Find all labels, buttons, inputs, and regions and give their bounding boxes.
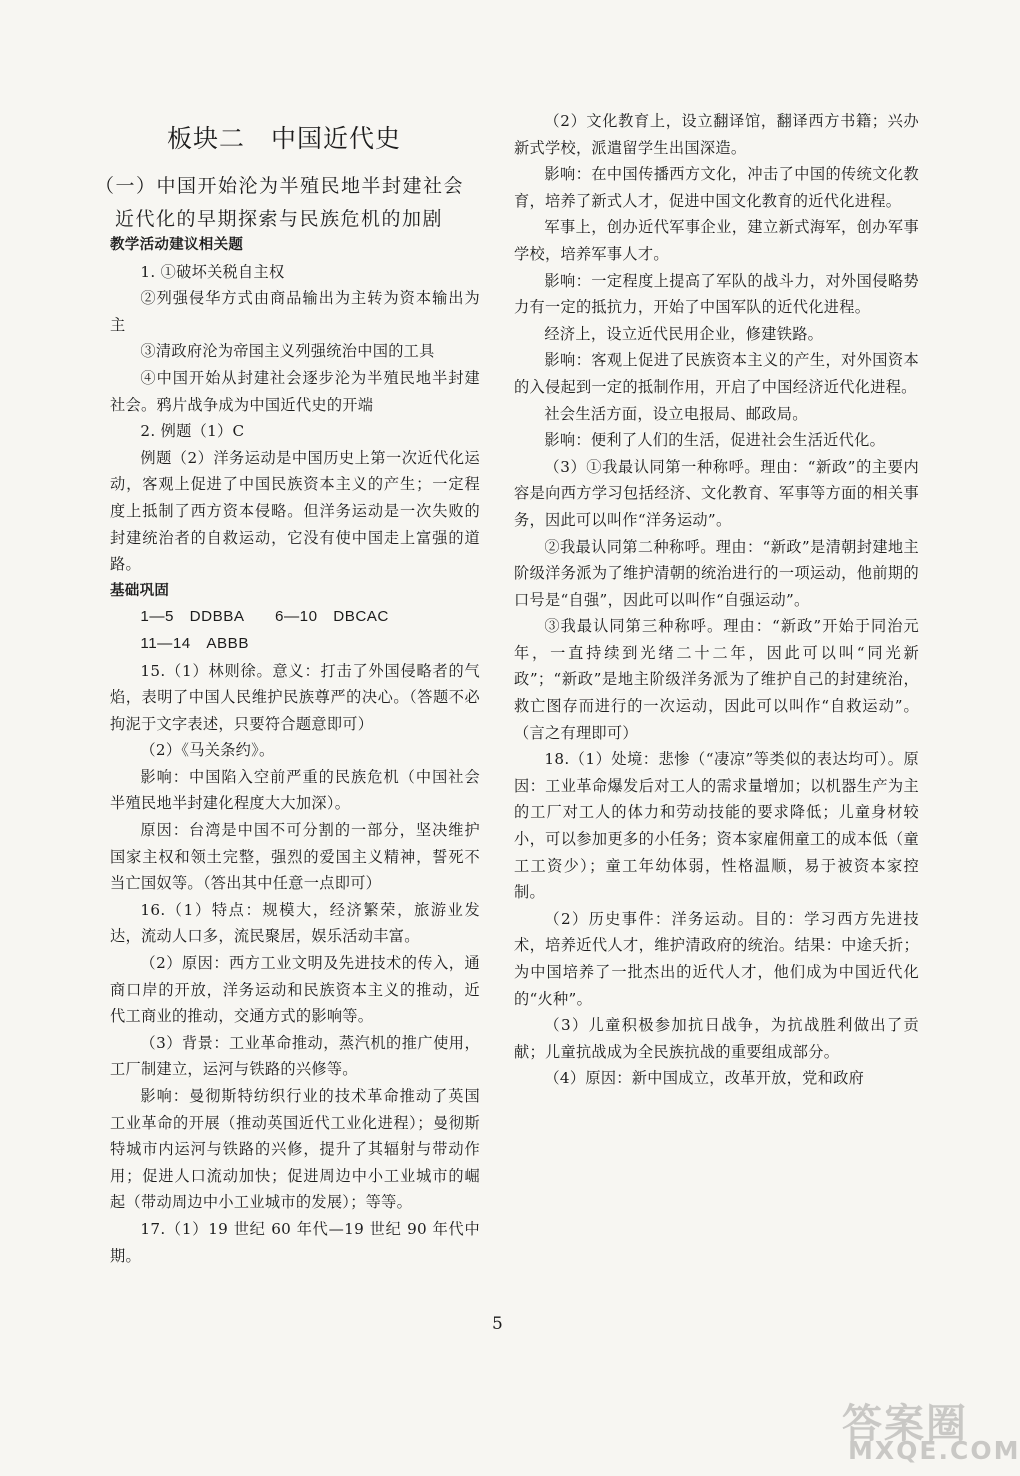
left-column <box>110 232 480 1269</box>
paragraph: 原因：台湾是中国不可分割的一部分，坚决维护国家主权和领土完整，强烈的爱国主义精神，誓死不当亡国奴等。（答出其中任意一点即可） <box>110 821 480 893</box>
paragraph: 影响：中国陷入空前严重的民族危机（中国社会半殖民地半封建化程度大大加深）。 <box>110 767 480 813</box>
paragraph: ③我最认同第三种称呼。理由：“新政”开始于同治元年，一直持续到光绪二十二年，因此可以叫“同光新政”；“新政”是地主阶级洋务派为了维护自己的封建统治，救亡图存而进行的一次运动，因此可以叫作“自救运动”。（言之有理即可） <box>514 617 919 742</box>
subheading-teaching: 教学活动建议相关题 <box>110 237 244 253</box>
section-heading-line2: 近代化的早期探索与民族危机的加剧 <box>115 208 444 230</box>
right-column <box>514 108 919 1092</box>
paragraph: （2）历史事件：洋务运动。目的：学习西方先进技术，培养近代人才，维护清政府的统治。结果：中途夭折；为中国培养了一批杰出的近代人才，他们成为中国近代化的“火种”。 <box>514 909 919 1008</box>
watermark-url: MXQE.COM <box>848 1436 1020 1465</box>
paragraph: 17.（1）19 世纪 60 年代—19 世纪 90 年代中期。 <box>110 1219 480 1265</box>
page-title: 板块二 中国近代史 <box>167 124 402 153</box>
answer-line: 1—5 DDBBA 6—10 DBCAC <box>140 608 389 626</box>
paragraph: 18.（1）处境：悲惨（“凄凉”等类似的表达均可）。原因：工业革命爆发后对工人的需求量增加；以机器生产为主的工厂对工人的体力和劳动技能的要求降低；儿童身材较小，可以参加更多的小任务；资本家雇佣童工的成本低（童工工资少）；童工年幼体弱，性格温顺，易于被资本家控制。 <box>514 750 919 902</box>
paragraph: ④中国开始从封建社会逐步沦为半殖民地半封建社会。鸦片战争成为中国近代史的开端 <box>110 368 480 414</box>
paragraph: （2）文化教育上，设立翻译馆，翻译西方书籍；兴办新式学校，派遣留学生出国深造。 <box>514 112 919 157</box>
paragraph: （3）儿童积极参加抗日战争，为抗战胜利做出了贡献；儿童抗战成为全民族抗战的重要组成部分。 <box>514 1016 919 1061</box>
paragraph: 社会生活方面，设立电报局、邮政局。 <box>544 404 808 423</box>
paragraph: 影响：一定程度上提高了军队的战斗力，对外国侵略势力有一定的抵抗力，开始了中国军队的近代化进程。 <box>514 271 919 317</box>
paragraph: （3）背景：工业革命推动，蒸汽机的推广使用，工厂制建立，运河与铁路的兴修等。 <box>110 1033 480 1079</box>
paragraph: 影响：客观上促进了民族资本主义的产生，对外国资本的入侵起到一定的抵制作用，开启了中国经济近代化进程。 <box>514 351 919 396</box>
watermark-logo-text: 答案圈 <box>842 1401 968 1447</box>
paragraph: 影响：在中国传播西方文化，冲击了中国的传统文化教育，培养了新式人才，促进中国文化教育的近代化进程。 <box>514 165 919 210</box>
paragraph: 2. 例题（1）C <box>140 422 245 441</box>
paragraph: ②列强侵华方式由商品输出为主转为资本输出为主 <box>110 289 480 334</box>
subheading-basic: 基础巩固 <box>110 582 170 599</box>
paragraph: 影响：便利了人们的生活，促进社会生活近代化。 <box>544 431 886 450</box>
paragraph: 1. ①破坏关税自主权 <box>140 262 285 281</box>
paragraph: （2）原因：西方工业文明及先进技术的传入，通商口岸的开放，洋务运动和民族资本主义的推动，近代工商业的推动，交通方式的影响等。 <box>110 954 480 1026</box>
paragraph: 16.（1）特点：规模大，经济繁荣，旅游业发达，流动人口多，流民聚居，娱乐活动丰富。 <box>110 900 480 946</box>
paragraph: 影响：曼彻斯特纺织行业的技术革命推动了英国工业革命的开展（推动英国近代工业化进程）；曼彻斯特城市内运河与铁路的兴修，提升了其辐射与带动作用；促进人口流动加快；促进周边中小工业城市的崛起（带动周边中小工业城市的发展）；等等。 <box>110 1087 480 1212</box>
page-number: 5 <box>492 1314 503 1334</box>
paragraph: （3）①我最认同第一种称呼。理由：“新政”的主要内容是向西方学习包括经济、文化教育、军事等方面的相关事务，因此可以叫作“洋务运动”。 <box>514 457 919 529</box>
paragraph: ②我最认同第二种称呼。理由：“新政”是清朝封建地主阶级洋务派为了维护清朝的统治进行的一项运动，他前期的口号是“自强”，因此可以叫作“自强运动”。 <box>514 537 919 609</box>
section-heading-line1: （一）中国开始沦为半殖民地半封建社会 <box>95 175 465 197</box>
paragraph: 例题（2）洋务运动是中国历史上第一次近代化运动，客观上促进了中国民族资本主义的产生；一定程度上抵制了西方资本侵略。但洋务运动是一次失败的封建统治者的自救运动，它没有使中国走上富强的道路。 <box>110 448 480 574</box>
answer-line: 11—14 ABBB <box>140 634 249 652</box>
paragraph: 15.（1）林则徐。意义：打击了外国侵略者的气焰，表明了中国人民维护民族尊严的决心。（答题不必拘泥于文字表述，只要符合题意即可） <box>110 661 480 733</box>
paragraph: （2）《马关条约》。 <box>140 741 275 760</box>
paragraph: 军事上，创办近代军事企业，建立新式海军，创办军事学校，培养军事人才。 <box>514 218 919 263</box>
paragraph: （4）原因：新中国成立，改革开放，党和政府 <box>544 1069 865 1088</box>
section-heading <box>95 170 480 236</box>
paragraph: 经济上，设立近代民用企业，修建铁路。 <box>544 324 824 343</box>
watermark <box>838 1392 1020 1472</box>
paragraph: ③清政府沦为帝国主义列强统治中国的工具 <box>140 342 435 361</box>
